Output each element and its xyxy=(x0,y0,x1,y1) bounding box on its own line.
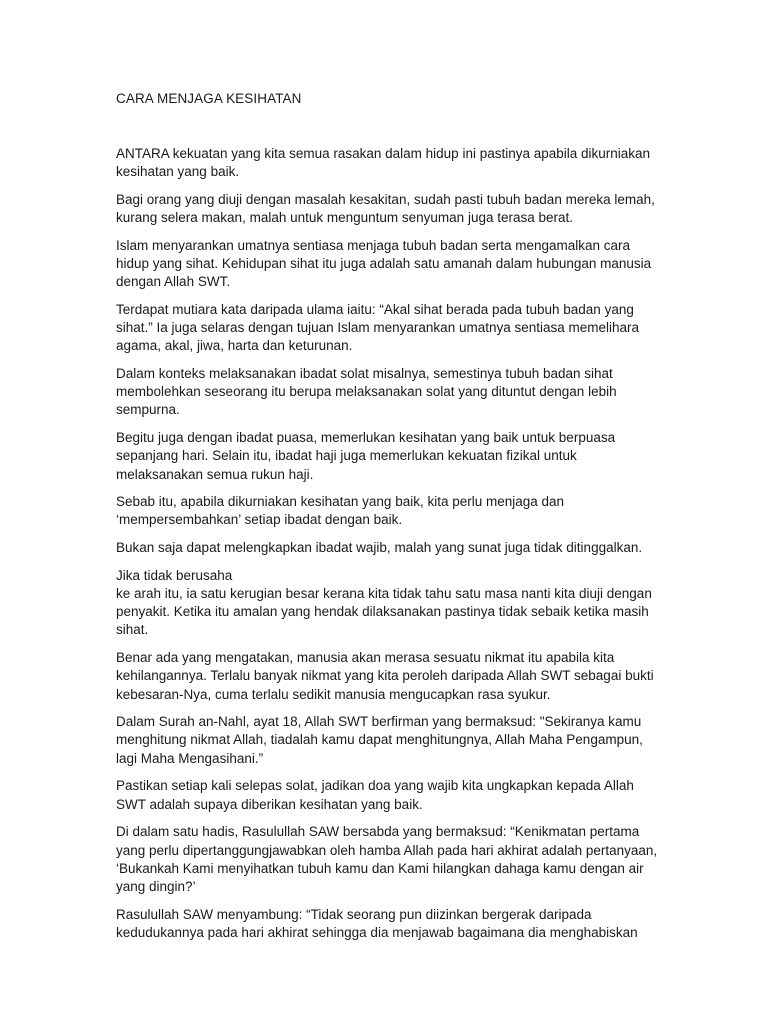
paragraph: Terdapat mutiara kata daripada ulama iaitu: “Akal sihat berada pada tubuh badan yang sihat.” Ia juga selaras dengan tujuan Islam menyarankan umatnya sentiasa memelihara agama, akal, jiwa, harta dan keturunan. xyxy=(116,301,640,354)
document-body xyxy=(116,145,662,942)
paragraph: Jika tidak berusaha ke arah itu, ia satu kerugian besar kerana kita tidak tahu satu masa nanti kita diuji dengan penyakit. Ketika itu amalan yang hendak dilaksanakan pastinya tidak sebaik ketika masih sihat. xyxy=(116,567,652,638)
paragraph: ANTARA kekuatan yang kita semua rasakan dalam hidup ini pastinya apabila dikurniakan kesihatan yang baik. xyxy=(116,146,651,180)
document-title: CARA MENJAGA KESIHATAN xyxy=(116,91,302,106)
paragraph: Bukan saja dapat melengkapkan ibadat wajib, malah yang sunat juga tidak ditinggalkan. xyxy=(116,540,643,556)
paragraph: Begitu juga dengan ibadat puasa, memerlukan kesihatan yang baik untuk berpuasa sepanjang hari. Selain itu, ibadat haji juga memerlukan kekuatan fizikal untuk melaksanakan semua rukun haji. xyxy=(116,430,616,482)
paragraph: Pastikan setiap kali selepas solat, jadikan doa yang wajib kita ungkapkan kepada Allah SWT adalah supaya diberikan kesihatan yang baik. xyxy=(116,778,634,812)
document-page xyxy=(116,90,662,952)
paragraph: Dalam Surah an-Nahl, ayat 18, Allah SWT berfirman yang bermaksud: "Sekiranya kamu menghitung nikmat Allah, tiadalah kamu dapat menghitungnya, Allah Maha Pengampun, lagi Maha Mengasihani.” xyxy=(116,714,643,766)
paragraph: Dalam konteks melaksanakan ibadat solat misalnya, semestinya tubuh badan sihat membolehkan seseorang itu berupa melaksanakan solat yang dituntut dengan lebih sempurna. xyxy=(116,366,617,418)
paragraph: Bagi orang yang diuji dengan masalah kesakitan, sudah pasti tubuh badan mereka lemah, kurang selera makan, malah untuk menguntum senyuman juga terasa berat. xyxy=(116,191,655,226)
paragraph: Islam menyarankan umatnya sentiasa menjaga tubuh badan serta mengamalkan cara hidup yang sihat. Kehidupan sihat itu juga adalah satu amanah dalam hubungan manusia dengan Allah SWT. xyxy=(116,237,652,290)
paragraph: Sebab itu, apabila dikurniakan kesihatan yang baik, kita perlu menjaga dan ‘mempersembahkan’ setiap ibadat dengan baik. xyxy=(116,494,565,528)
paragraph: Di dalam satu hadis, Rasulullah SAW bersabda yang bermaksud: “Kenikmatan pertama yang perlu dipertanggungjawabkan oleh hamba Allah pada hari akhirat adalah pertanyaan, ‘Bukankah Kami menyihatkan tubuh kamu dan Kami hilangkan dahaga kamu dengan air yang dingin?’ xyxy=(116,824,658,894)
paragraph: Rasulullah SAW menyambung: “Tidak seorang pun diizinkan bergerak daripada kedudukannya pada hari akhirat sehingga dia menjawab bagaimana dia menghabiskan xyxy=(116,906,638,940)
paragraph: Benar ada yang mengatakan, manusia akan merasa sesuatu nikmat itu apabila kita kehilangannya. Terlalu banyak nikmat yang kita peroleh daripada Allah SWT sebagai bukti kebesaran-Nya, cuma terlalu sedikit manusia mengucapkan rasa syukur. xyxy=(116,650,654,702)
